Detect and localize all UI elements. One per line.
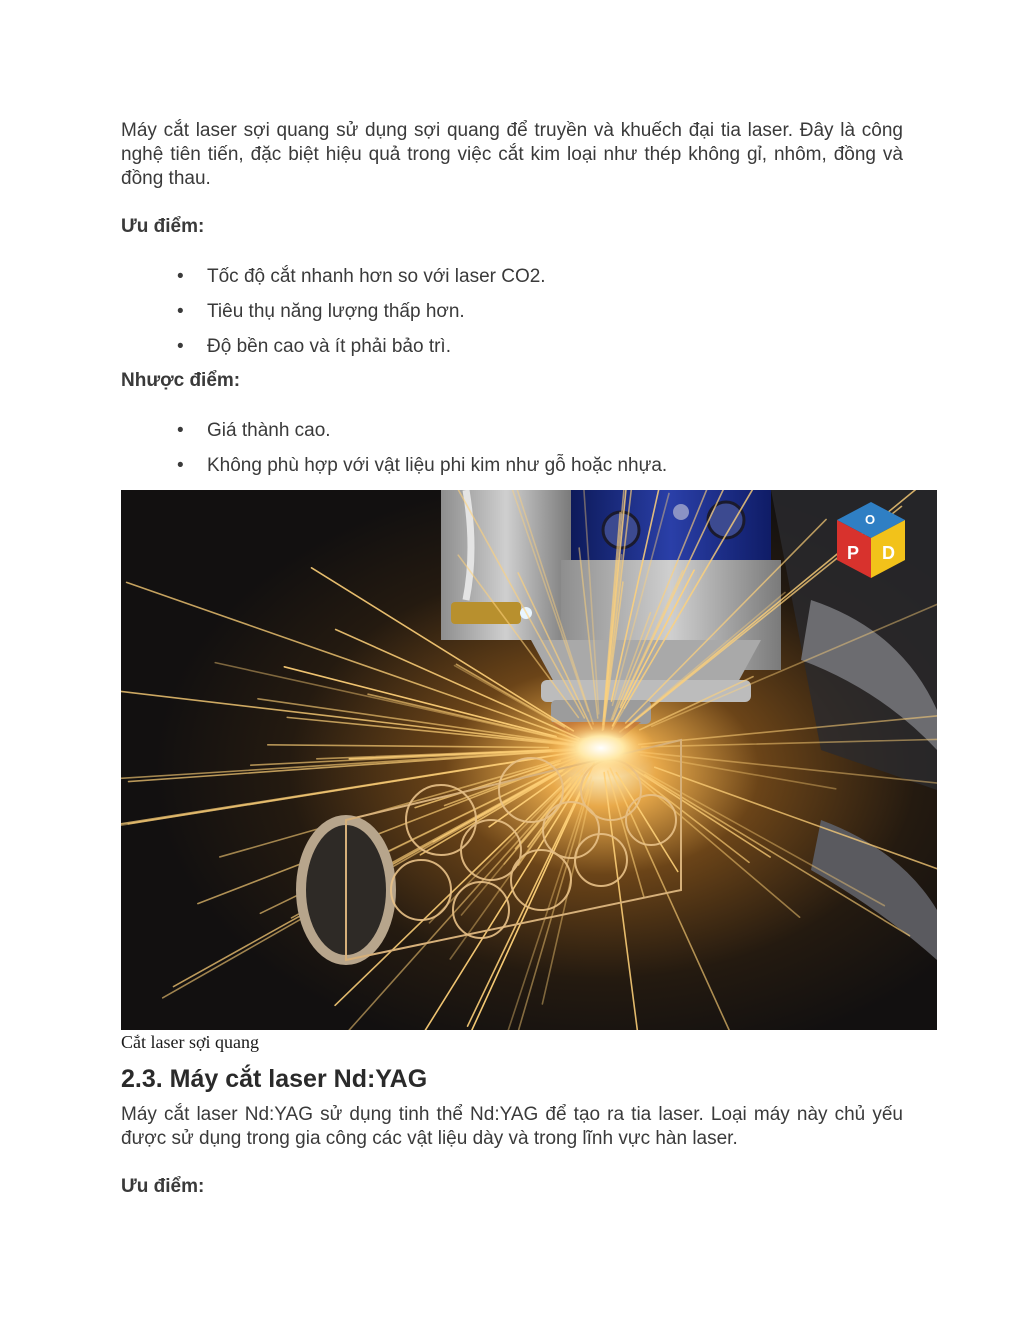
bullet-icon: • xyxy=(177,336,184,357)
list-item-text: Tiêu thụ năng lượng thấp hơn. xyxy=(207,301,465,322)
ndyag-intro: Máy cắt laser Nd:YAG sử dụng tinh thể Nd:YAG để tạo ra tia laser. Loại máy này chủ yếu được sử dụng trong gia công các vật liệu dày và trong lĩnh vực hàn laser. xyxy=(121,1104,903,1149)
list-item xyxy=(121,300,903,324)
bullet-icon: • xyxy=(177,455,184,476)
bullet-icon: • xyxy=(177,420,184,441)
list-item xyxy=(121,419,903,443)
logo-letter: P xyxy=(847,543,860,563)
document-body xyxy=(121,119,903,478)
cons-list xyxy=(121,419,903,478)
list-item xyxy=(121,265,903,289)
ndyag-section xyxy=(121,1103,903,1199)
logo-letter: O xyxy=(865,512,876,527)
logo-letter: D xyxy=(882,543,895,563)
image-caption: Cắt laser sợi quang xyxy=(121,1032,259,1052)
pros-list xyxy=(121,265,903,359)
list-item xyxy=(121,454,903,478)
bullet-icon: • xyxy=(177,266,184,287)
list-item-text: Tốc độ cắt nhanh hơn so với laser CO2. xyxy=(207,266,546,287)
list-item-text: Giá thành cao. xyxy=(207,420,331,441)
pros-label: Ưu điểm: xyxy=(121,216,205,237)
cons-label: Nhược điểm: xyxy=(121,370,241,391)
laser-cutting-photo xyxy=(121,490,937,1030)
list-item-text: Độ bền cao và ít phải bảo trì. xyxy=(207,336,451,357)
bullet-icon: • xyxy=(177,301,184,322)
section-heading: 2.3. Máy cắt laser Nd:YAG xyxy=(121,1065,428,1093)
pros-label: Ưu điểm: xyxy=(121,1176,205,1197)
list-item-text: Không phù hợp với vật liệu phi kim như gỗ hoặc nhựa. xyxy=(207,455,668,476)
fiber-laser-intro: Máy cắt laser sợi quang sử dụng sợi quang để truyền và khuếch đại tia laser. Đây là công nghệ tiên tiến, đặc biệt hiệu quả trong việc cắt kim loại như thép không gỉ, nhôm, đồng và đồng thau. xyxy=(121,120,903,189)
list-item xyxy=(121,335,903,359)
